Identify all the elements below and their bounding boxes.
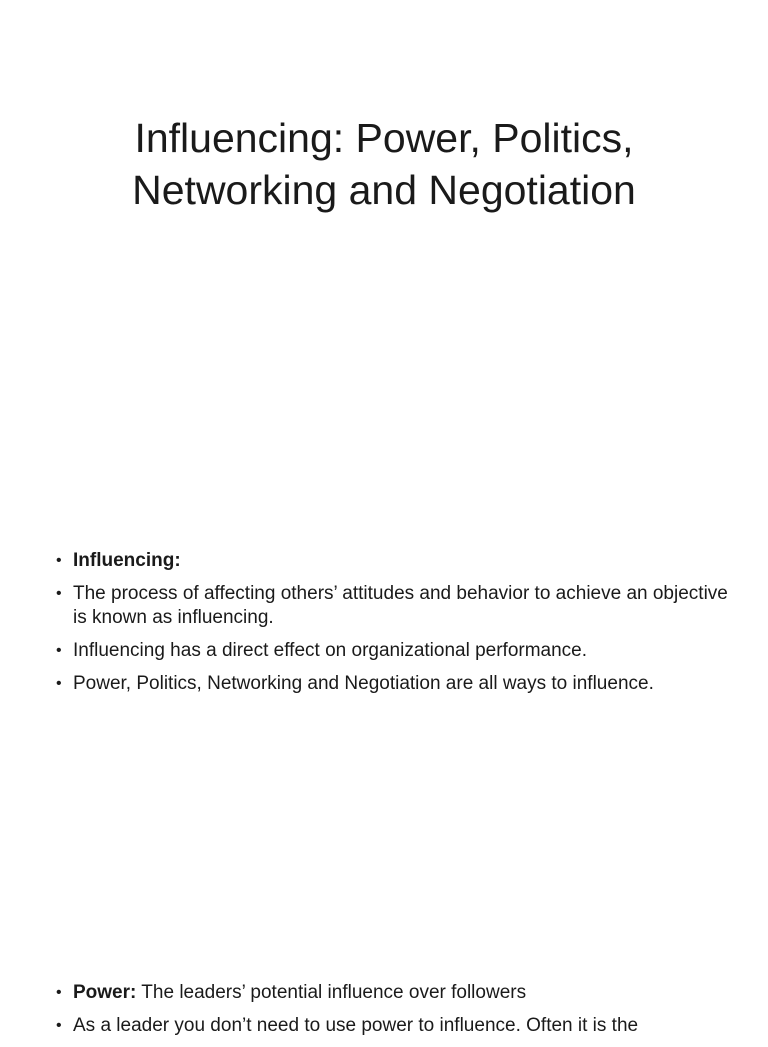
- bullet-dot-icon: •: [56, 585, 62, 602]
- bullet-item: [56, 639, 746, 663]
- bullet-item: [56, 582, 746, 630]
- influencing-heading: Influencing:: [73, 550, 181, 571]
- bullet-text: Power, Politics, Networking and Negotiation are all ways to influence.: [73, 673, 654, 694]
- bullet-dot-icon: •: [56, 642, 62, 659]
- bullet-dot-icon: •: [56, 675, 62, 692]
- bullet-dot-icon: •: [56, 984, 62, 1001]
- bullet-item: [56, 672, 746, 696]
- bullet-text: As a leader you don’t need to use power to influence. Often it is the: [73, 1015, 639, 1036]
- bullet-text: Influencing has a direct effect on organizational performance.: [73, 640, 588, 661]
- power-term: Power:: [73, 982, 137, 1003]
- bullet-item: [56, 1014, 746, 1038]
- influencing-bullet-list: [56, 549, 746, 705]
- title-line-1: Influencing: Power, Politics,: [134, 115, 634, 161]
- power-definition: The leaders’ potential influence over followers: [136, 982, 527, 1003]
- title-line-2: Networking and Negotiation: [132, 167, 636, 213]
- slide-title: [40, 112, 728, 216]
- bullet-item: [56, 981, 746, 1005]
- bullet-dot-icon: •: [56, 552, 62, 569]
- power-bullet-list: [56, 981, 746, 1047]
- bullet-dot-icon: •: [56, 1017, 62, 1034]
- bullet-item: [56, 549, 746, 573]
- bullet-text: The process of affecting others’ attitudes and behavior to achieve an objective is known as influencing.: [73, 583, 728, 628]
